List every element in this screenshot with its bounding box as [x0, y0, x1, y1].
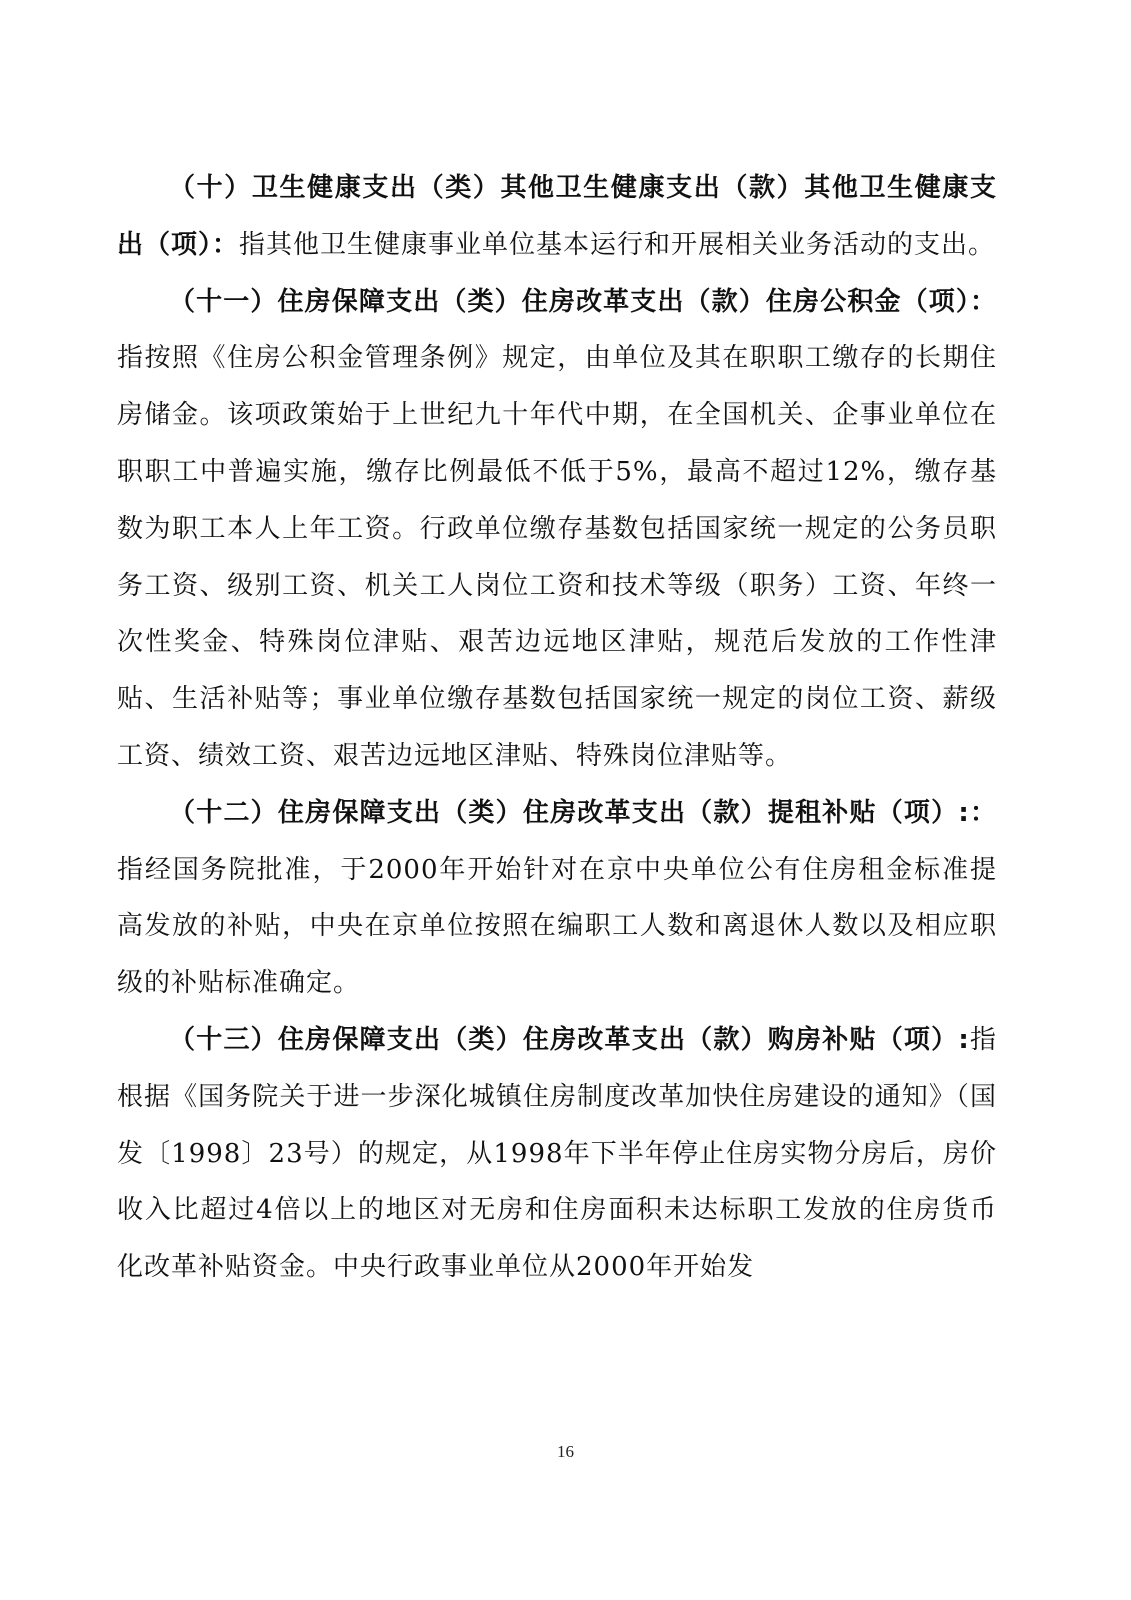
paragraph-housing-provident-fund	[117, 274, 997, 785]
paragraph-heading: （十）卫生健康支出（类）其他卫生健康支出（款）其他卫生健康支出（项）：	[117, 173, 997, 260]
paragraph-heading: （十二）住房保障支出（类）住房改革支出（款）提租补贴（项）:：	[169, 797, 997, 828]
paragraph-housing-purchase-subsidy	[117, 1012, 997, 1296]
paragraph-rent-subsidy	[117, 785, 997, 1012]
paragraph-health-expenditure	[117, 160, 997, 274]
paragraph-body: 指经国务院批准，于2000年开始针对在京中央单位公有住房租金标准提高发放的补贴，中央在京单位按照在编职工人数和离退休人数以及相应职级的补贴标准确定。	[117, 854, 997, 999]
paragraph-body: 指根据《国务院关于进一步深化城镇住房制度改革加快住房建设的通知》（国发〔1998〕23号）的规定，从1998年下半年停止住房实物分房后，房价收入比超过4倍以上的地区对无房和住房面积未达标职工发放的住房货币化改革补贴资金。中央行政事业单位从2000年开始发	[117, 1024, 997, 1283]
document-body	[117, 160, 997, 1296]
paragraph-body: 指按照《住房公积金管理条例》规定，由单位及其在职职工缴存的长期住房储金。该项政策始于上世纪九十年代中期，在全国机关、企事业单位在职职工中普遍实施，缴存比例最低不低于5%，最高不超过12%，缴存基数为职工本人上年工资。行政单位缴存基数包括国家统一规定的公务员职务工资、级别工资、机关工人岗位工资和技术等级（职务）工资、年终一次性奖金、特殊岗位津贴、艰苦边远地区津贴，规范后发放的工作性津贴、生活补贴等；事业单位缴存基数包括国家统一规定的岗位工资、薪级工资、绩效工资、艰苦边远地区津贴、特殊岗位津贴等。	[117, 343, 997, 771]
paragraph-body: 指其他卫生健康事业单位基本运行和开展相关业务活动的支出。	[239, 229, 996, 260]
page-number: 16	[557, 1442, 574, 1461]
paragraph-heading: （十三）住房保障支出（类）住房改革支出（款）购房补贴（项）:	[169, 1024, 970, 1055]
paragraph-heading: （十一）住房保障支出（类）住房改革支出（款）住房公积金（项）：	[169, 286, 997, 317]
